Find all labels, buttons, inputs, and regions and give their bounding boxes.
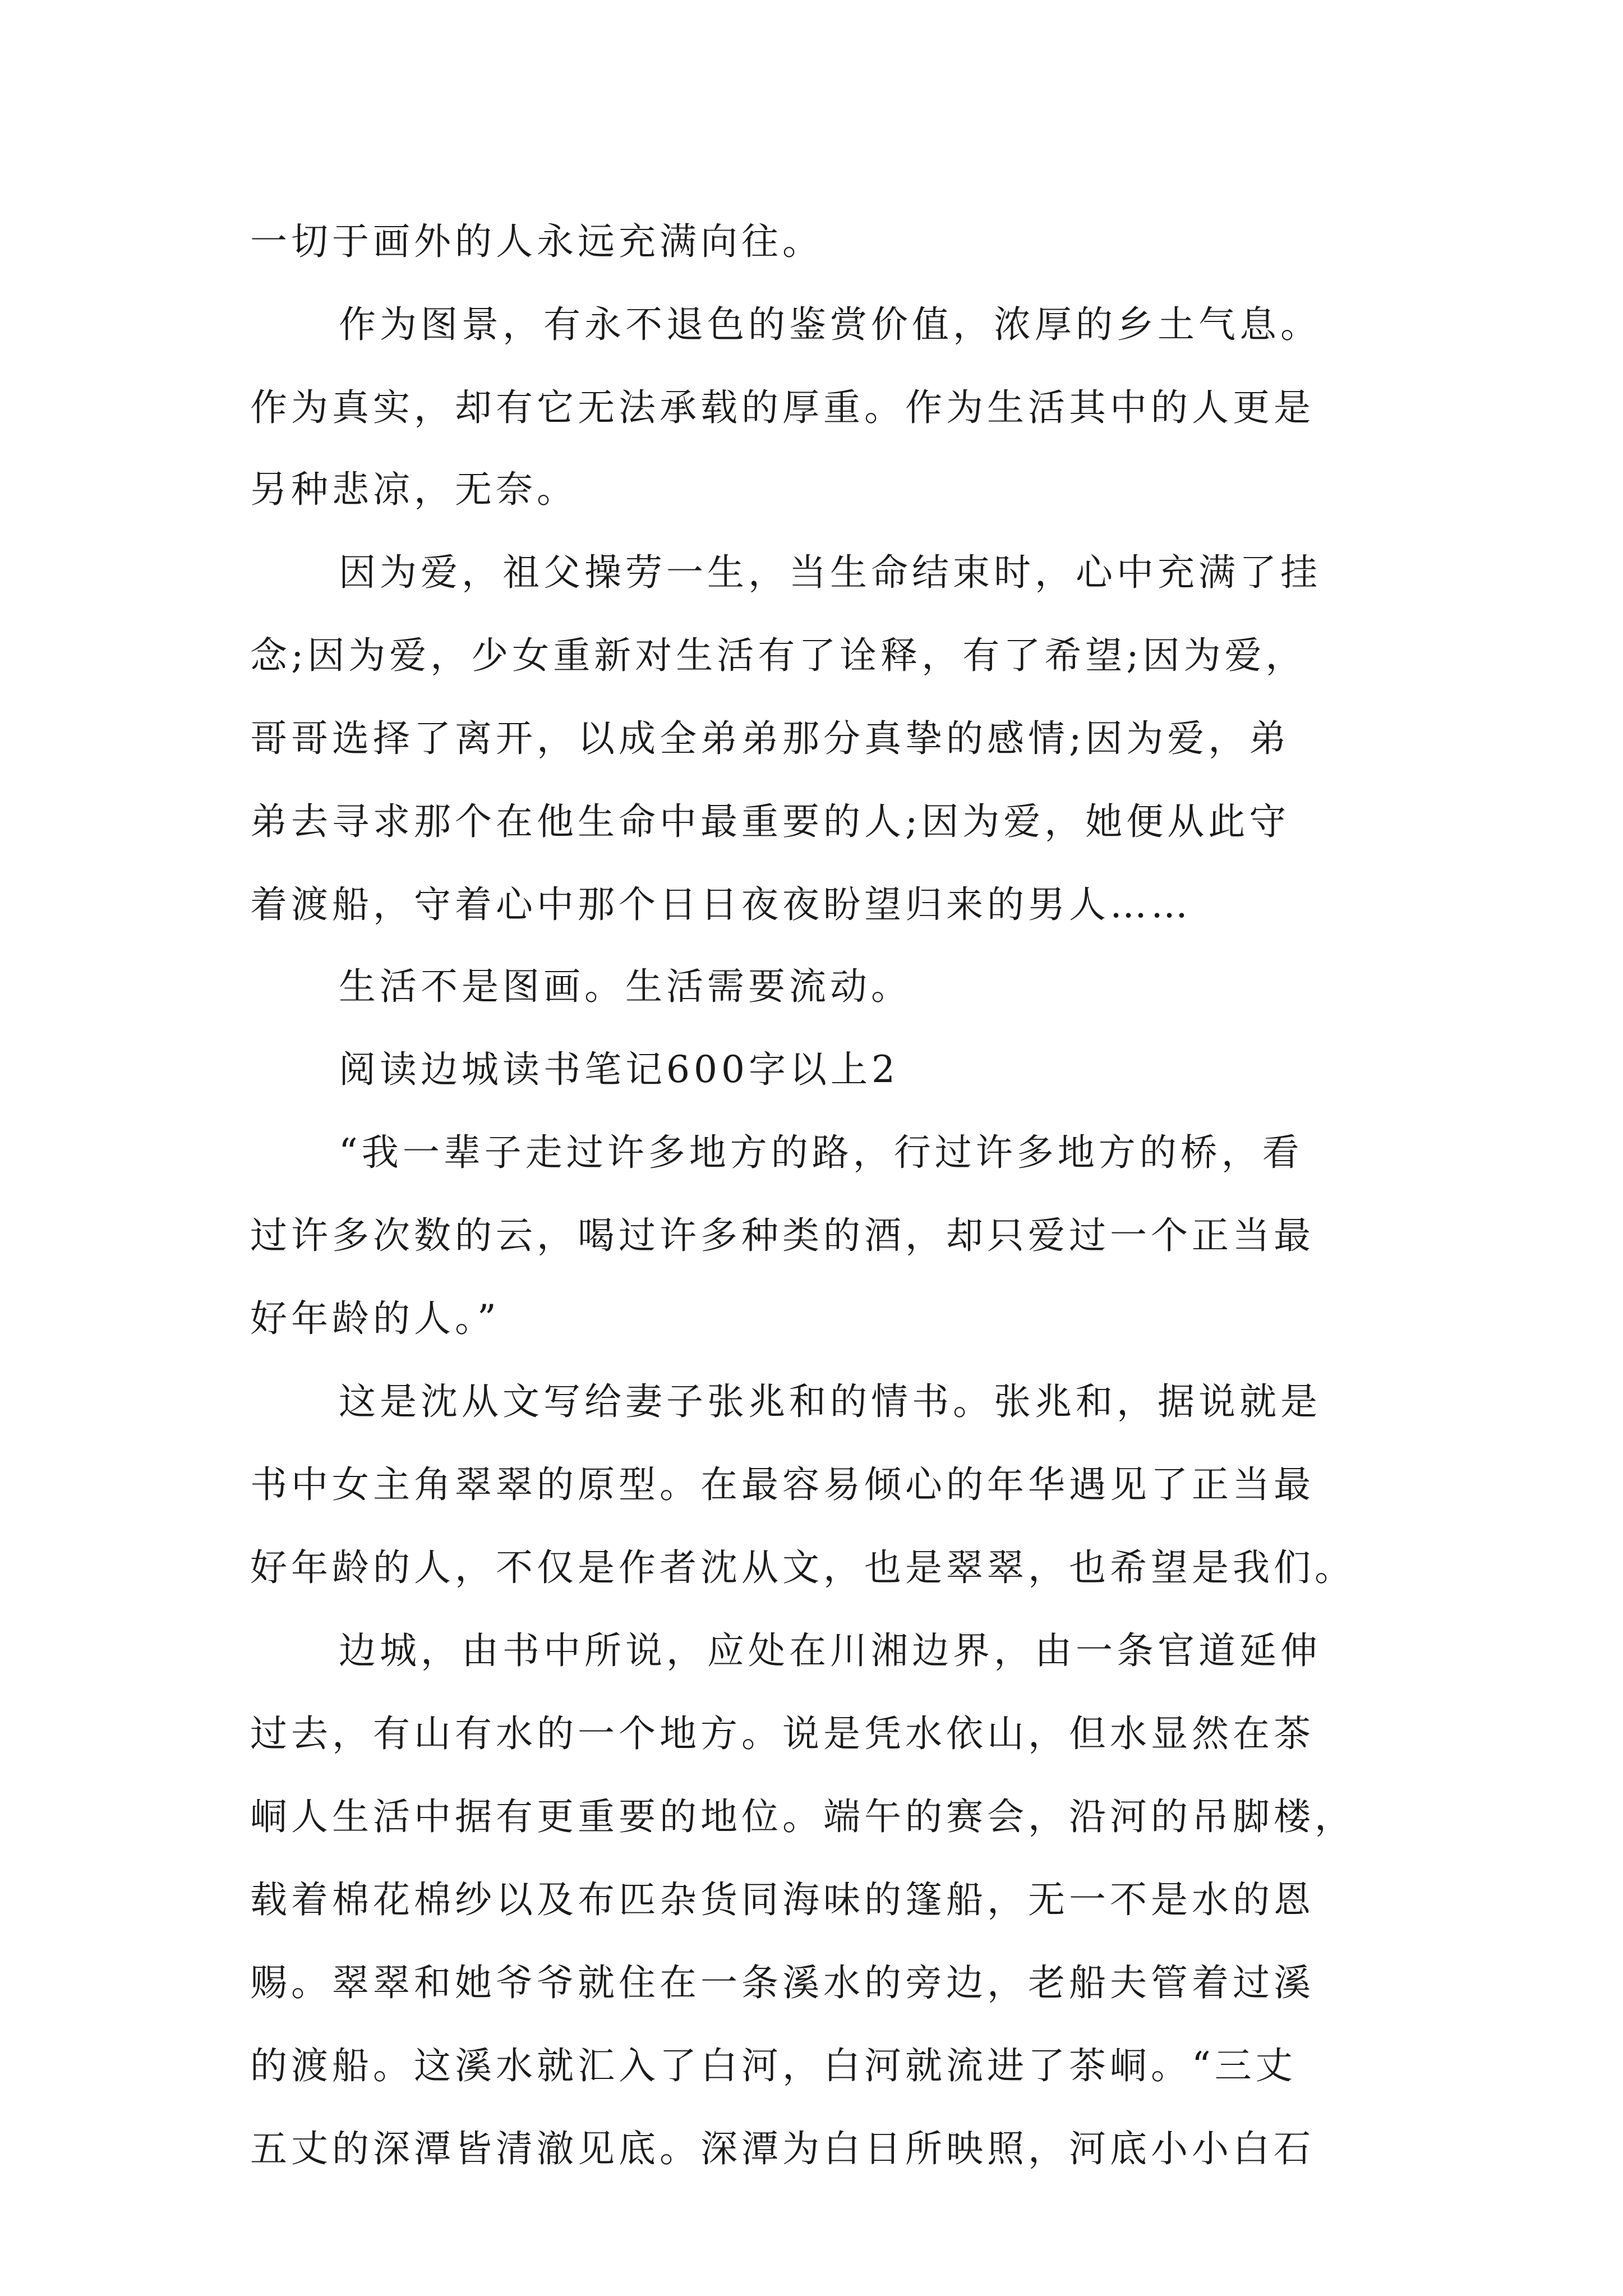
paragraph-line: 作为图景，有永不退色的鉴赏价值，浓厚的乡土气息。 (339, 303, 1321, 346)
text-line: 另种悲凉，无奈。 (250, 468, 578, 511)
paragraph-line: 因为爱，祖父操劳一生，当生命结束时，心中充满了挂 (339, 551, 1321, 594)
text-line: 过许多次数的云，喝过许多种类的酒，却只爱过一个正当最 (250, 1214, 1315, 1257)
text-line: 作为真实，却有它无法承载的厚重。作为生活其中的人更是 (250, 386, 1315, 429)
paragraph-line: 边城，由书中所说，应处在川湘边界，由一条官道延伸 (339, 1629, 1321, 1672)
text-line: 五丈的深潭皆清澈见底。深潭为白日所映照，河底小小白石 (250, 2127, 1315, 2170)
text-line: 哥哥选择了离开，以成全弟弟那分真挚的感情;因为爱，弟 (250, 717, 1290, 760)
text-line: 好年龄的人。” (250, 1297, 500, 1340)
text-line: 载着棉花棉纱以及布匹杂货同海味的篷船，无一不是水的恩 (250, 1878, 1315, 1921)
text-line: 着渡船，守着心中那个日日夜夜盼望归来的男人…… (250, 883, 1192, 926)
text-line: 书中女主角翠翠的原型。在最容易倾心的年华遇见了正当最 (250, 1463, 1315, 1506)
paragraph-line: 这是沈从文写给妻子张兆和的情书。张兆和，据说就是 (339, 1380, 1321, 1423)
text-line: 过去，有山有水的一个地方。说是凭水依山，但水显然在茶 (250, 1712, 1315, 1755)
paragraph-line: 生活不是图画。生活需要流动。 (339, 965, 912, 1008)
text-line: 弟去寻求那个在他生命中最重要的人;因为爱，她便从此守 (250, 800, 1290, 843)
text-line: 一切于画外的人永远充满向往。 (250, 220, 823, 263)
section-heading: 阅读边城读书笔记600字以上2 (339, 1048, 899, 1091)
text-line: 念;因为爱，少女重新对生活有了诠释，有了希望;因为爱， (250, 634, 1307, 677)
paragraph-line: “我一辈子走过许多地方的路，行过许多地方的桥，看 (339, 1131, 1303, 1174)
text-line: 的渡船。这溪水就汇入了白河，白河就流进了茶峒。“三丈 (250, 2044, 1297, 2087)
text-line: 峒人生活中据有更重要的地位。端午的赛会，沿河的吊脚楼， (250, 1795, 1355, 1838)
text-line: 赐。翠翠和她爷爷就住在一条溪水的旁边，老船夫管着过溪 (250, 1961, 1315, 2004)
text-line: 好年龄的人，不仅是作者沈从文，也是翠翠，也希望是我们。 (250, 1546, 1355, 1589)
